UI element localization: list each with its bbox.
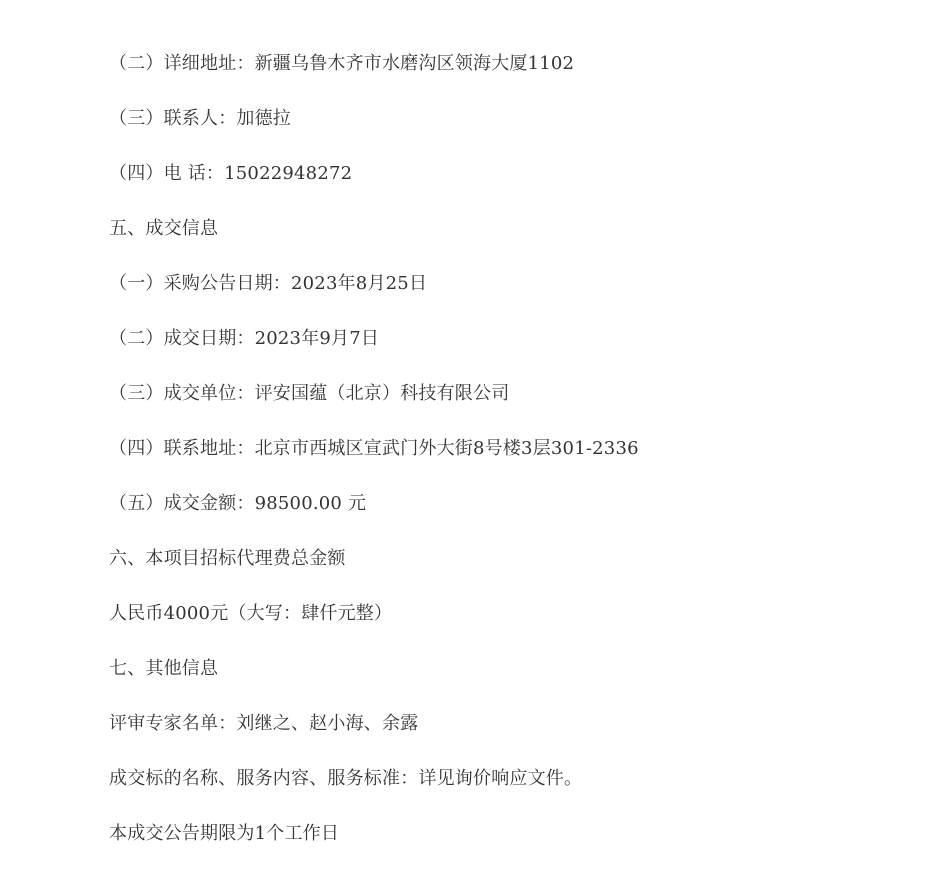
announcement-date-line: （一）采购公告日期：2023年8月25日 (109, 273, 428, 294)
phone-line: （四）电 话：15022948272 (109, 163, 353, 184)
section-heading-deal-info: 五、成交信息 (109, 218, 219, 239)
document-body (109, 47, 929, 872)
service-content-line: 成交标的名称、服务内容、服务标准：详见询价响应文件。 (109, 768, 583, 789)
contact-person-line: （三）联系人：加德拉 (109, 108, 291, 129)
announcement-period-line: 本成交公告期限为1个工作日 (109, 823, 340, 844)
agency-fee-line: 人民币4000元（大写：肆仟元整） (109, 603, 393, 624)
winning-company-line: （三）成交单位：评安国蕴（北京）科技有限公司 (109, 383, 510, 404)
section-heading-agency-fee: 六、本项目招标代理费总金额 (109, 548, 346, 569)
deal-date-line: （二）成交日期：2023年9月7日 (109, 328, 380, 349)
company-address-line: （四）联系地址：北京市西城区宣武门外大街8号楼3层301-2336 (109, 438, 639, 459)
expert-list-line: 评审专家名单：刘继之、赵小海、余露 (109, 713, 419, 734)
detailed-address-line: （二）详细地址：新疆乌鲁木齐市水磨沟区领海大厦1102 (109, 53, 575, 74)
deal-amount-line: （五）成交金额：98500.00 元 (109, 493, 367, 514)
section-heading-other-info: 七、其他信息 (109, 658, 219, 679)
